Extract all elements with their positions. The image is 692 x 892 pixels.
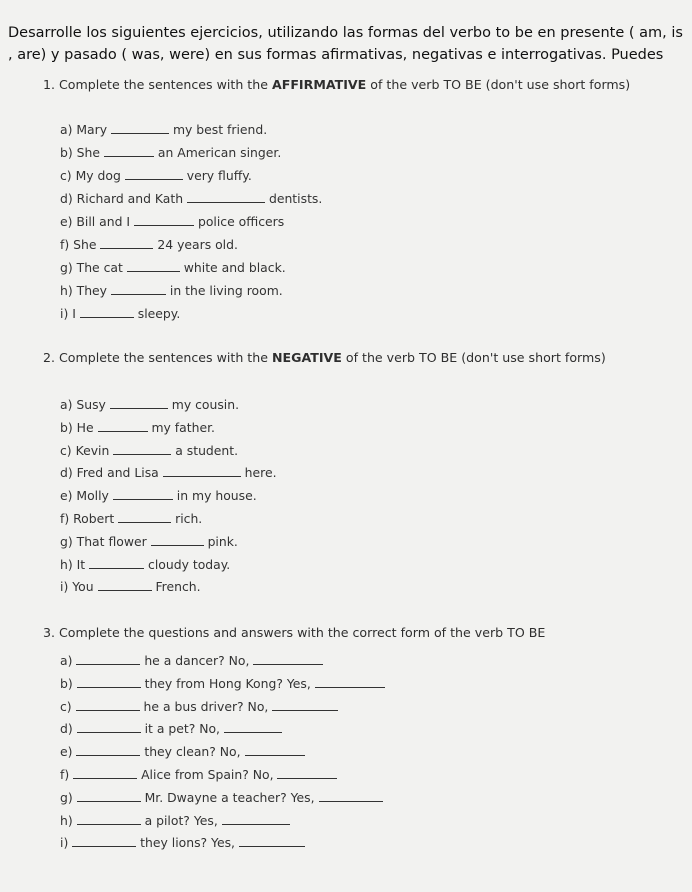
- exercise-item: [60, 260, 286, 276]
- exercise-item: [60, 443, 238, 459]
- answer-blank[interactable]: [134, 214, 194, 226]
- item-question: he a bus driver? No,: [139, 698, 273, 714]
- item-prompt: e) Bill and I: [60, 214, 135, 229]
- item-prompt: c) My dog: [60, 168, 125, 183]
- item-question: Alice from Spain? No,: [137, 767, 278, 782]
- section-title: [43, 349, 643, 366]
- item-sentence-end: police officers: [194, 214, 285, 229]
- item-sentence-end: very fluffy.: [182, 168, 252, 183]
- answer-blank[interactable]: [113, 443, 171, 455]
- answer-blank[interactable]: [80, 306, 134, 318]
- answer-blank[interactable]: [72, 835, 136, 847]
- item-prompt: b) He: [60, 419, 98, 435]
- answer-blank[interactable]: [89, 557, 144, 569]
- exercise-item: [60, 699, 338, 715]
- answer-blank[interactable]: [319, 790, 383, 802]
- item-prompt: d) Fred and Lisa: [60, 465, 163, 481]
- item-prompt: h) It: [60, 556, 90, 572]
- item-prompt: b) She: [60, 145, 104, 160]
- answer-blank[interactable]: [110, 397, 168, 409]
- answer-blank[interactable]: [76, 699, 140, 711]
- exercise-item: [60, 557, 230, 573]
- item-question: they lions? Yes,: [136, 835, 239, 851]
- exercise-item: [60, 122, 267, 138]
- item-question: they from Hong Kong? Yes,: [140, 675, 315, 691]
- exercise-item: [60, 676, 385, 692]
- item-sentence-end: in my house.: [172, 488, 257, 504]
- answer-blank[interactable]: [77, 721, 141, 733]
- exercise-item: [60, 744, 305, 760]
- item-prompt: d): [60, 721, 77, 737]
- item-prompt: a): [60, 653, 77, 668]
- section-title: [43, 76, 643, 93]
- answer-blank[interactable]: [77, 790, 141, 802]
- item-sentence-end: an American singer.: [153, 145, 282, 160]
- answer-blank[interactable]: [187, 191, 265, 203]
- section-title: [43, 624, 643, 641]
- item-prompt: c): [60, 698, 76, 714]
- exercise-item: [60, 767, 337, 783]
- exercise-item: [60, 511, 202, 527]
- item-prompt: e) Molly: [60, 488, 113, 504]
- section-title-text: 3. Complete the questions and answers with the correct form of the verb TO BE: [43, 625, 546, 640]
- exercise-item: [60, 306, 180, 322]
- exercise-item: [60, 283, 283, 299]
- item-sentence-end: rich.: [171, 511, 203, 526]
- intro-text: Desarrolle los siguientes ejercicios, utilizando las formas del verbo to be en presente ( am, is , are) y pasado ( was, were) en sus formas afirmativas, negativas e interrogativas. Puedes: [8, 25, 683, 63]
- item-prompt: a) Susy: [60, 397, 110, 412]
- exercise-item: [60, 465, 277, 481]
- answer-blank[interactable]: [98, 579, 152, 591]
- exercise-item: [60, 653, 323, 669]
- section-title-text: 1. Complete the sentences with the: [43, 77, 272, 92]
- answer-blank[interactable]: [118, 511, 171, 523]
- answer-blank[interactable]: [245, 744, 305, 756]
- item-sentence-end: 24 years old.: [153, 237, 238, 252]
- exercise-item: [60, 813, 290, 829]
- item-question: it a pet? No,: [140, 721, 224, 737]
- exercise-item: [60, 214, 284, 230]
- section-title-emphasis: NEGATIVE: [271, 350, 342, 365]
- answer-blank[interactable]: [222, 813, 290, 825]
- exercise-item: [60, 488, 257, 504]
- exercise-item: [60, 397, 239, 413]
- answer-blank[interactable]: [111, 122, 169, 134]
- item-question: a pilot? Yes,: [140, 812, 222, 828]
- exercise-item: [60, 237, 238, 253]
- item-prompt: i): [60, 835, 73, 851]
- item-sentence-end: sleepy.: [133, 306, 181, 321]
- answer-blank[interactable]: [163, 465, 241, 477]
- answer-blank[interactable]: [104, 145, 154, 157]
- exercise-item: [60, 790, 383, 806]
- item-prompt: g): [60, 789, 77, 805]
- answer-blank[interactable]: [127, 260, 180, 272]
- item-prompt: g) The cat: [60, 260, 127, 275]
- item-sentence-end: here.: [240, 465, 277, 481]
- exercise-item: [60, 721, 282, 737]
- exercise-item: [60, 168, 252, 184]
- item-sentence-end: in the living room.: [165, 283, 283, 298]
- exercise-item: [60, 420, 215, 436]
- answer-blank[interactable]: [272, 699, 338, 711]
- item-question: he a dancer? No,: [140, 653, 254, 668]
- item-sentence-end: a student.: [171, 442, 239, 458]
- item-sentence-end: my best friend.: [169, 122, 268, 137]
- exercise-item: [60, 835, 305, 851]
- answer-blank[interactable]: [315, 676, 385, 688]
- answer-blank[interactable]: [253, 653, 323, 665]
- exercise-item: [60, 145, 281, 161]
- answer-blank[interactable]: [98, 420, 148, 432]
- item-sentence-end: cloudy today.: [144, 556, 231, 572]
- exercise-item: [60, 534, 238, 550]
- item-prompt: f) She: [60, 237, 101, 252]
- section-title-emphasis: AFFIRMATIVE: [271, 77, 367, 92]
- section-title-text: 2. Complete the sentences with the: [43, 350, 272, 365]
- answer-blank[interactable]: [100, 237, 153, 249]
- item-question: Mr. Dwayne a teacher? Yes,: [140, 789, 319, 805]
- item-prompt: h): [60, 812, 77, 828]
- exercise-item: [60, 579, 201, 595]
- answer-blank[interactable]: [125, 168, 183, 180]
- item-prompt: i) You: [60, 579, 98, 595]
- item-prompt: d) Richard and Kath: [60, 191, 188, 206]
- section-title-text: of the verb TO BE (don't use short forms): [366, 77, 631, 92]
- item-prompt: g) That flower: [60, 533, 151, 549]
- item-sentence-end: French.: [151, 579, 201, 595]
- item-sentence-end: white and black.: [179, 260, 286, 275]
- item-sentence-end: my cousin.: [167, 397, 240, 412]
- item-prompt: c) Kevin: [60, 442, 114, 458]
- answer-blank[interactable]: [73, 767, 137, 779]
- answer-blank[interactable]: [77, 676, 141, 688]
- item-question: they clean? No,: [140, 744, 245, 760]
- answer-blank[interactable]: [239, 835, 305, 847]
- exercise-item: [60, 191, 322, 207]
- item-sentence-end: pink.: [203, 533, 238, 549]
- item-prompt: f): [60, 767, 74, 782]
- answer-blank[interactable]: [224, 721, 282, 733]
- section-title-text: of the verb TO BE (don't use short forms): [341, 350, 606, 365]
- item-prompt: e): [60, 744, 77, 760]
- item-prompt: i) I: [60, 306, 80, 321]
- item-prompt: h) They: [60, 283, 111, 298]
- item-prompt: a) Mary: [60, 122, 112, 137]
- answer-blank[interactable]: [76, 744, 140, 756]
- item-prompt: f) Robert: [60, 511, 119, 526]
- answer-blank[interactable]: [77, 813, 141, 825]
- answer-blank[interactable]: [151, 534, 204, 546]
- answer-blank[interactable]: [113, 488, 173, 500]
- answer-blank[interactable]: [277, 767, 337, 779]
- item-sentence-end: my father.: [147, 419, 215, 435]
- answer-blank[interactable]: [111, 283, 166, 295]
- item-prompt: b): [60, 675, 77, 691]
- answer-blank[interactable]: [76, 653, 140, 665]
- item-sentence-end: dentists.: [265, 191, 323, 206]
